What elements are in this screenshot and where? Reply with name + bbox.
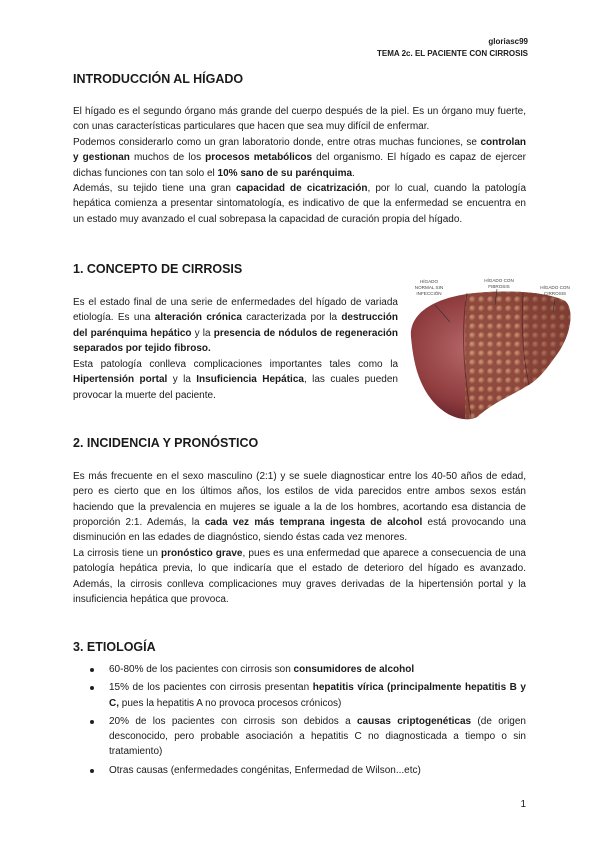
intro-paragraph-2: Podemos considerarlo como un gran laboratorio donde, entre otras muchas funciones, se controlan y gestionan muchos de los procesos metabólicos del organismo. El hígado es capaz de ejercer dichas funciones con tan solo el 10% sano de su parénquima. [73, 137, 527, 179]
page-number: 1 [520, 799, 526, 810]
label-normal-2: NORMAL SIN [414, 285, 444, 290]
bullet-icon [90, 668, 94, 672]
list-item: 20% de los pacientes con cirrosis son debidos a causas criptogenéticas (de origen desconocido, pero probable asociación a hepatitis C no diagnosticada a tiempo o sin tratamiento) [73, 714, 526, 760]
label-fibrosis-1: HÍGADO CON [484, 278, 514, 283]
etiologia-list [73, 662, 526, 781]
label-cirrosis-1: HÍGADO CON [540, 285, 570, 290]
intro-paragraph-1: El hígado es el segundo órgano más grande del cuerpo después de la piel. Es un órgano muy fuerte, con unas características particulares que hacen que sea muy difícil de enfermar. [73, 106, 526, 133]
doc-subtitle: TEMA 2c. EL PACIENTE CON CIRROSIS [377, 49, 528, 58]
list-item: 60-80% de los pacientes con cirrosis son consumidores de alcohol [73, 662, 526, 677]
section-3-title: 3. ETIOLOGÍA [73, 640, 156, 654]
label-normal-1: HÍGADO [419, 279, 439, 284]
incidencia-paragraph: Es más frecuente en el sexo masculino (2:1) y se suele diagnosticar entre los 40-50 años de edad, pero es cierto que en los últimos años, los estilos de vida parecidos entre ambos sexos están haciendo que la prevalencia en mujeres se iguale a la de los hombres, acortando esa distancia de proporción 2:1. Además, la cada vez más temprana ingesta de alcohol está provocando una disminución en las edades de diagnóstico, siendo éstas cada vez menores. [73, 471, 526, 544]
label-normal-3: INFECCIÓN [416, 291, 442, 296]
cirrosis-complications: Esta patología conlleva complicaciones importantes tales como la Hipertensión portal y la Insuficiencia Hepática, las cuales pueden provocar la muerte del paciente. [73, 359, 398, 401]
label-cirrosis-2: CIRROSIS [543, 291, 567, 296]
list-item: 15% de los pacientes con cirrosis presentan hepatitis vírica (principalmente hepatitis B y C, pues la hepatitis A no provoca procesos crónicos) [73, 680, 526, 711]
bullet-icon [90, 720, 94, 724]
section-2-title: 2. INCIDENCIA Y PRONÓSTICO [73, 436, 259, 450]
intro-title: INTRODUCCIÓN AL HÍGADO [73, 72, 244, 86]
liver-illustration [405, 277, 575, 427]
intro-paragraph-3: Además, su tejido tiene una gran capacidad de cicatrización, por lo cual, cuando la patología hepática comienza a presentar sintomatología, es indicativo de que la enfermedad se encuentra en un estado muy avanzado el cual sobrepasa la capacidad de curación propia del hígado. [73, 183, 527, 225]
list-item: Otras causas (enfermedades congénitas, Enfermedad de Wilson...etc) [73, 763, 526, 778]
author: gloriasc99 [488, 37, 528, 46]
section-1-title: 1. CONCEPTO DE CIRROSIS [73, 262, 243, 276]
page-header [377, 36, 528, 60]
bullet-icon [90, 769, 94, 773]
bullet-icon [90, 686, 94, 690]
cirrosis-definition: Es el estado final de una serie de enfermedades del hígado de variada etiología. Es una alteración crónica caracterizada por la destrucción del parénquima hepático y la presencia de nódulos de regeneración separados por tejido fibroso. [73, 297, 398, 354]
pronostico-paragraph: La cirrosis tiene un pronóstico grave, pues es una enfermedad que aparece a consecuencia de una patología hepática previa, lo que indicaría que el estado de deterioro del hígado es avanzado. Además, la cirrosis conlleva complicaciones muy graves derivadas de la hipertensión portal y la insuficiencia hepática que provoca. [73, 548, 526, 605]
label-fibrosis-2: FIBROSIS [488, 284, 510, 289]
